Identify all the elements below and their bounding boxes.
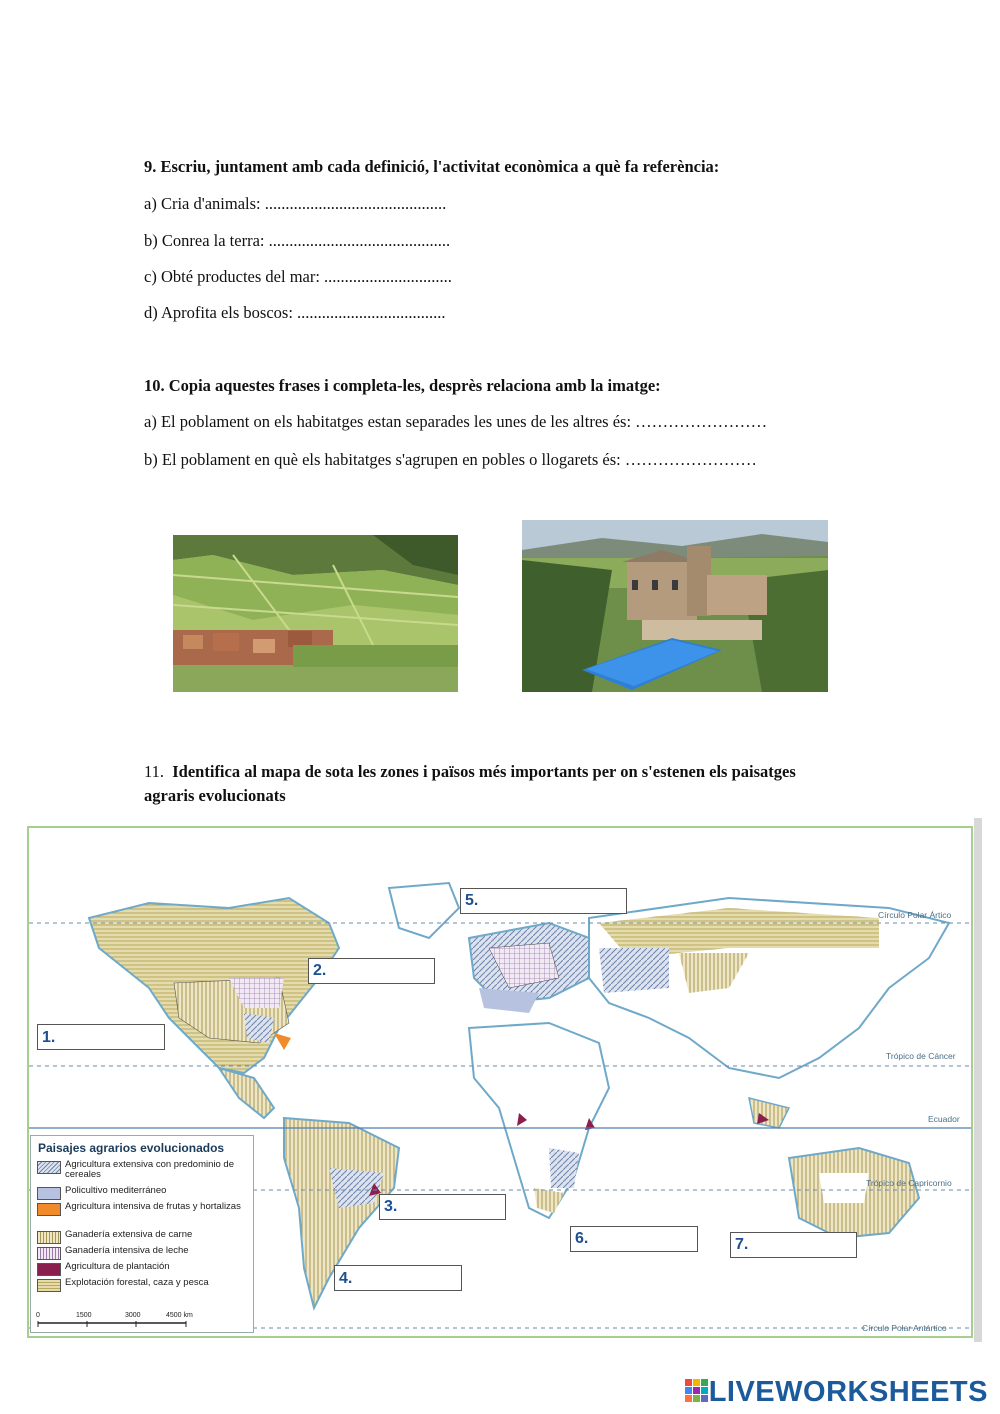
scale-3000: 3000: [125, 1312, 141, 1319]
answer-box-1[interactable]: [37, 1024, 165, 1050]
scale-4500: 4500 km: [166, 1312, 193, 1319]
scale-bar: [36, 1321, 196, 1333]
liveworksheets-logo: [685, 1376, 988, 1408]
box-number-6: 6.: [575, 1230, 589, 1247]
q9-item-a: a) Cria d'animals: ............................................: [144, 194, 447, 213]
map-legend: Paisajes agrarios evolucionados Agricultura extensiva con predominio de cereales Policultivo mediterráneo Agricultura intensiva de frutas y hortalizas Ganadería extensiva de carne Ganadería intensiva de leche Agricultura de plantación Explotación forestal, caza y pesca: [30, 1135, 254, 1333]
legend-title: Paisajes agrarios evolucionados: [38, 1141, 225, 1155]
answer-box-3[interactable]: [379, 1194, 506, 1220]
liveworksheets-logo-text: LIVEWORKSHEETS: [708, 1376, 988, 1408]
legend-swatch-dairy: [37, 1247, 61, 1260]
box-number-2: 2.: [313, 962, 327, 979]
legend-swatch-fruits: [37, 1203, 61, 1216]
answer-box-7[interactable]: [730, 1232, 857, 1258]
farmhouse-photo: [522, 520, 828, 692]
question-9-title: 9. Escriu, juntament amb cada definició, l'activitat econòmica a què fa referència:: [144, 157, 720, 176]
answer-box-5[interactable]: [460, 888, 627, 914]
box-number-4: 4.: [339, 1270, 353, 1287]
question-11-title: Identifica al mapa de sota les zones i països més importants per on s'estenen els paisatges agraris evolucionats: [144, 762, 796, 805]
box-number-1: 1.: [42, 1029, 56, 1046]
legend-swatch-meat: [37, 1231, 61, 1244]
box-number-5: 5.: [465, 892, 479, 909]
q9-item-d: d) Aprofita els boscos: ....................................: [144, 303, 446, 322]
legend-swatch-forestry: [37, 1279, 61, 1292]
tropic-cancer-label: Trópico de Cáncer: [886, 1051, 956, 1061]
legend-swatch-cereals: [37, 1161, 61, 1174]
legend-swatch-plantation: [37, 1263, 61, 1276]
legend-swatch-mediterranean: [37, 1187, 61, 1200]
question-11-number: 11.: [144, 762, 165, 781]
village-photo: [173, 535, 458, 692]
map-shadow: [974, 818, 982, 1342]
answer-box-6[interactable]: [570, 1226, 698, 1252]
antarctic-circle-label: Círculo Polar Antártico: [862, 1323, 947, 1333]
arctic-circle-label: Círculo Polar Ártico: [878, 910, 952, 920]
question-11: [144, 760, 824, 808]
liveworksheets-logo-icon: [685, 1379, 709, 1403]
q10-item-b: b) El poblament en què els habitatges s'agrupen en pobles o llogarets és: ……………………: [144, 450, 757, 469]
question-10-title: 10. Copia aquestes frases i completa-les, desprès relaciona amb la imatge:: [144, 376, 661, 395]
q9-item-b: b) Conrea la terra: ............................................: [144, 231, 451, 250]
q10-item-a: a) El poblament on els habitatges estan separades les unes de les altres és: ……………………: [144, 412, 768, 431]
tropic-capricorn-label: Trópico de Capricornio: [866, 1178, 952, 1188]
scale-1500: 1500: [76, 1312, 92, 1319]
scale-0: 0: [36, 1312, 40, 1319]
box-number-3: 3.: [384, 1198, 398, 1215]
q9-item-c: c) Obté productes del mar: ...............................: [144, 267, 452, 286]
answer-box-2[interactable]: [308, 958, 435, 984]
answer-box-4[interactable]: [334, 1265, 462, 1291]
box-number-7: 7.: [735, 1236, 749, 1253]
equator-label: Ecuador: [928, 1114, 960, 1124]
